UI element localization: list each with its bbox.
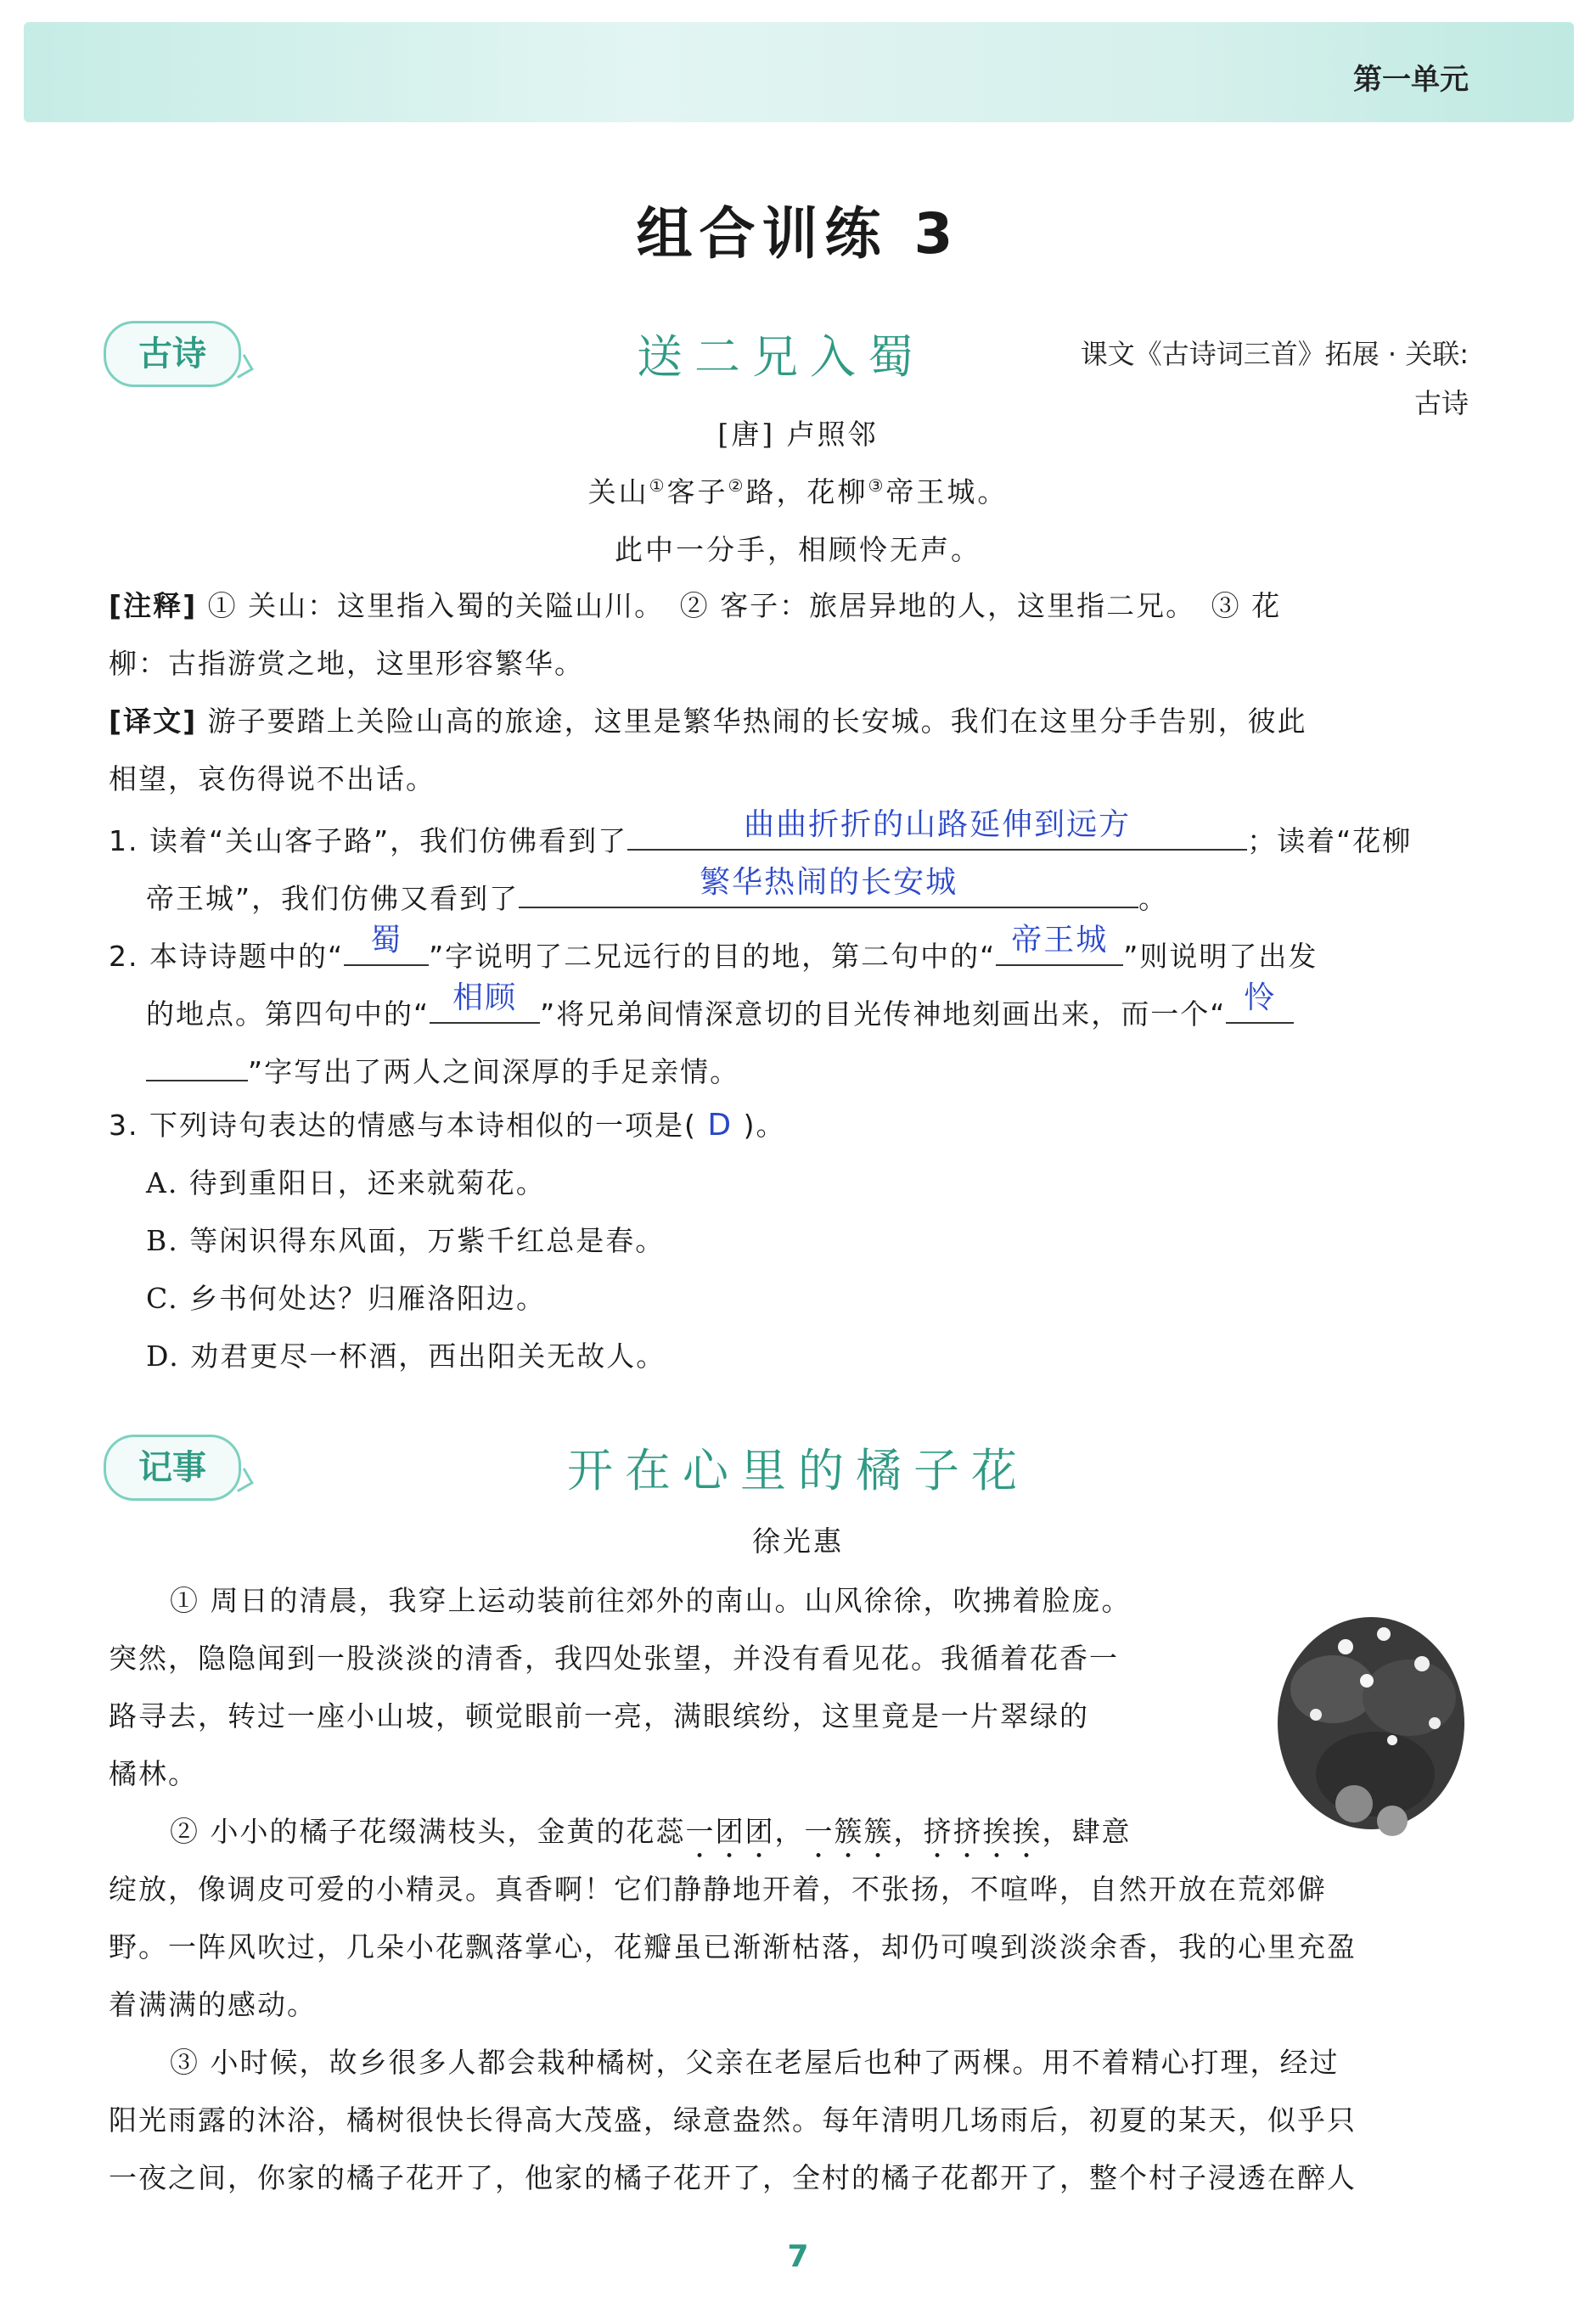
notes-label: [注释] [109,589,198,622]
translation-label: [译文] [109,705,198,738]
question-3: 3. 下列诗句表达的情感与本诗相似的一项是( D )。 [109,1108,786,1143]
related-text-2: 古诗 [1413,387,1469,419]
paragraph-2-line-4: 着满满的感动。 [109,1988,317,2021]
article-title: 开在心里的橘子花 [567,1444,1029,1497]
answer-blank-3[interactable]: 蜀 [344,932,429,966]
header-band [24,22,1574,122]
translation-line-1: [译文] 游子要踏上关险山高的旅途，这里是繁华热闹的长安城。我们在这里分手告别，彼此 [109,705,1307,738]
answer-blank-2[interactable]: 繁华热闹的长安城 [519,874,1138,908]
paragraph-3-line-3: 一夜之间，你家的橘子花开了，他家的橘子花开了，全村的橘子花都开了，整个村子浸透在醉人 [109,2161,1357,2194]
unit-label: 第一单元 [1353,63,1469,97]
translation-line-2: 相望，哀伤得说不出话。 [109,762,436,795]
option-d[interactable]: D. 劝君更尽一杯酒，西出阳关无故人。 [146,1340,666,1373]
paragraph-2-line-3: 野。一阵风吹过，几朵小花飘落掌心，花瓣虽已渐渐枯落，却仍可嗅到淡淡余香，我的心里充盈 [109,1930,1357,1963]
question-2-line-3: ”字写出了两人之间深厚的手足亲情。 [146,1047,739,1092]
page-number: 7 [787,2239,809,2274]
option-b[interactable]: B. 等闲识得东风面，万紫千红总是春。 [146,1224,666,1257]
option-c[interactable]: C. 乡书何处达？归雁洛阳边。 [146,1282,547,1315]
notes-line-1: [注释] ① 关山：这里指入蜀的关隘山川。 ② 客子：旅居异地的人，这里指二兄。 ③ 花 [109,589,1282,622]
paragraph-1-line-1: ① 周日的清晨，我穿上运动装前往郊外的南山。山风徐徐，吹拂着脸庞。 [170,1584,1132,1617]
answer-blank-1[interactable]: 曲曲折折的山路延伸到远方 [627,817,1247,851]
answer-blank-4[interactable]: 帝王城 [996,932,1123,966]
paragraph-3-line-1: ③ 小时候，故乡很多人都会栽种橘树，父亲在老屋后也种了两棵。用不着精心打理，经过 [170,2046,1340,2079]
question-1-line-2: 帝王城”，我们仿佛又看到了 繁华热闹的长安城 。 [146,865,1169,915]
article-author: 徐光惠 [752,1525,844,1558]
poem-author: [唐] 卢照邻 [717,418,879,451]
question-2-line-2: 的地点。第四句中的“ 相顾 ”将兄弟间情深意切的目光传神地刻画出来，而一个“ 怜 [146,990,1294,1035]
answer-blank-6[interactable]: 怜 [1226,990,1294,1024]
paragraph-2-line-1: ② 小小的橘子花缀满枝头，金黄的花蕊一团团，一簇簇，挤挤挨挨，肆意 [170,1815,1132,1848]
answer-choice[interactable]: D [707,1108,733,1143]
poem-line-2: 此中一分手，相顾怜无声。 [615,533,981,566]
option-a[interactable]: A. 待到重阳日，还来就菊花。 [146,1166,546,1199]
poem-line-1: 关山①客子②路，花柳③帝王城。 [587,475,1009,508]
paragraph-3-line-2: 阳光雨露的沐浴，橘树很快长得高大茂盛，绿意盎然。每年清明几场雨后，初夏的某天，似乎只 [109,2103,1357,2137]
question-2-line-1: 2. 本诗诗题中的“ 蜀 ”字说明了二兄远行的目的地，第二句中的“ 帝王城 ”则说明了出发 [109,923,1318,973]
section-badge-narrative: 记事 [104,1435,241,1501]
question-1-line-1: 1. 读着“关山客子路”，我们仿佛看到了 曲曲折折的山路延伸到远方 ；读着“花柳 [109,807,1413,857]
paragraph-1-line-2: 突然，隐隐闻到一股淡淡的清香，我四处张望，并没有看见花。我循着花香一 [109,1642,1119,1675]
notes-line-2: 柳：古指游赏之地，这里形容繁华。 [109,647,584,680]
page-title: 组合训练 3 [636,201,960,267]
paragraph-1-line-3: 路寻去，转过一座小山坡，顿觉眼前一亮，满眼缤纷，这里竟是一片翠绿的 [109,1699,1089,1733]
orange-blossom-illustration [1265,1596,1477,1851]
answer-blank-6-cont [146,1047,248,1081]
poem-title: 送二兄入蜀 [637,330,925,384]
answer-blank-5[interactable]: 相顾 [430,990,540,1024]
section-badge-poem: 古诗 [104,321,241,387]
paragraph-2-line-2: 绽放，像调皮可爱的小精灵。真香啊！它们静静地开着，不张扬，不喧哗，自然开放在荒郊僻 [109,1873,1327,1906]
related-text: 课文《古诗词三首》拓展 · 关联: [1080,338,1469,370]
paragraph-1-line-4: 橘林。 [109,1757,198,1790]
